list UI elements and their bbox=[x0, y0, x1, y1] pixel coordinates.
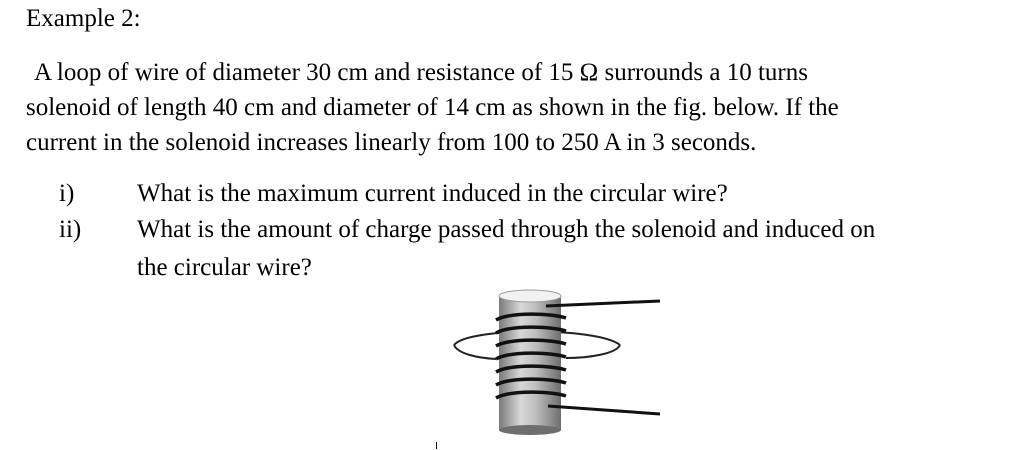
solenoid-bottom bbox=[499, 425, 561, 435]
question-2-text-continued: the circular wire? bbox=[137, 254, 312, 281]
problem-statement bbox=[26, 55, 986, 160]
question-2 bbox=[59, 212, 875, 247]
stray-mark bbox=[436, 442, 437, 449]
solenoid-figure bbox=[448, 286, 668, 436]
question-2-text: What is the amount of charge passed through the solenoid and induced on bbox=[137, 216, 876, 243]
problem-line-1: A loop of wire of diameter 30 cm and resistance of 15 Ω surrounds a 10 turns bbox=[34, 59, 808, 86]
solenoid-upper-lead bbox=[546, 301, 660, 306]
loop-front-arc-left bbox=[454, 345, 496, 359]
solenoid-diagram bbox=[448, 286, 668, 436]
problem-line-3: current in the solenoid increases linearly from 100 to 250 A in 3 seconds. bbox=[26, 129, 757, 156]
question-1-number: i) bbox=[59, 180, 75, 207]
example-title: Example 2: bbox=[26, 5, 141, 32]
loop-front-arc-right bbox=[566, 345, 620, 358]
question-2-number: ii) bbox=[59, 216, 82, 243]
problem-line-2: solenoid of length 40 cm and diameter of 14 cm as shown in the fig. below. If the bbox=[26, 94, 839, 121]
solenoid-top bbox=[499, 290, 561, 302]
solenoid-lower-lead bbox=[548, 406, 660, 414]
question-1-text: What is the maximum current induced in the circular wire? bbox=[137, 180, 728, 207]
question-1 bbox=[59, 176, 728, 211]
